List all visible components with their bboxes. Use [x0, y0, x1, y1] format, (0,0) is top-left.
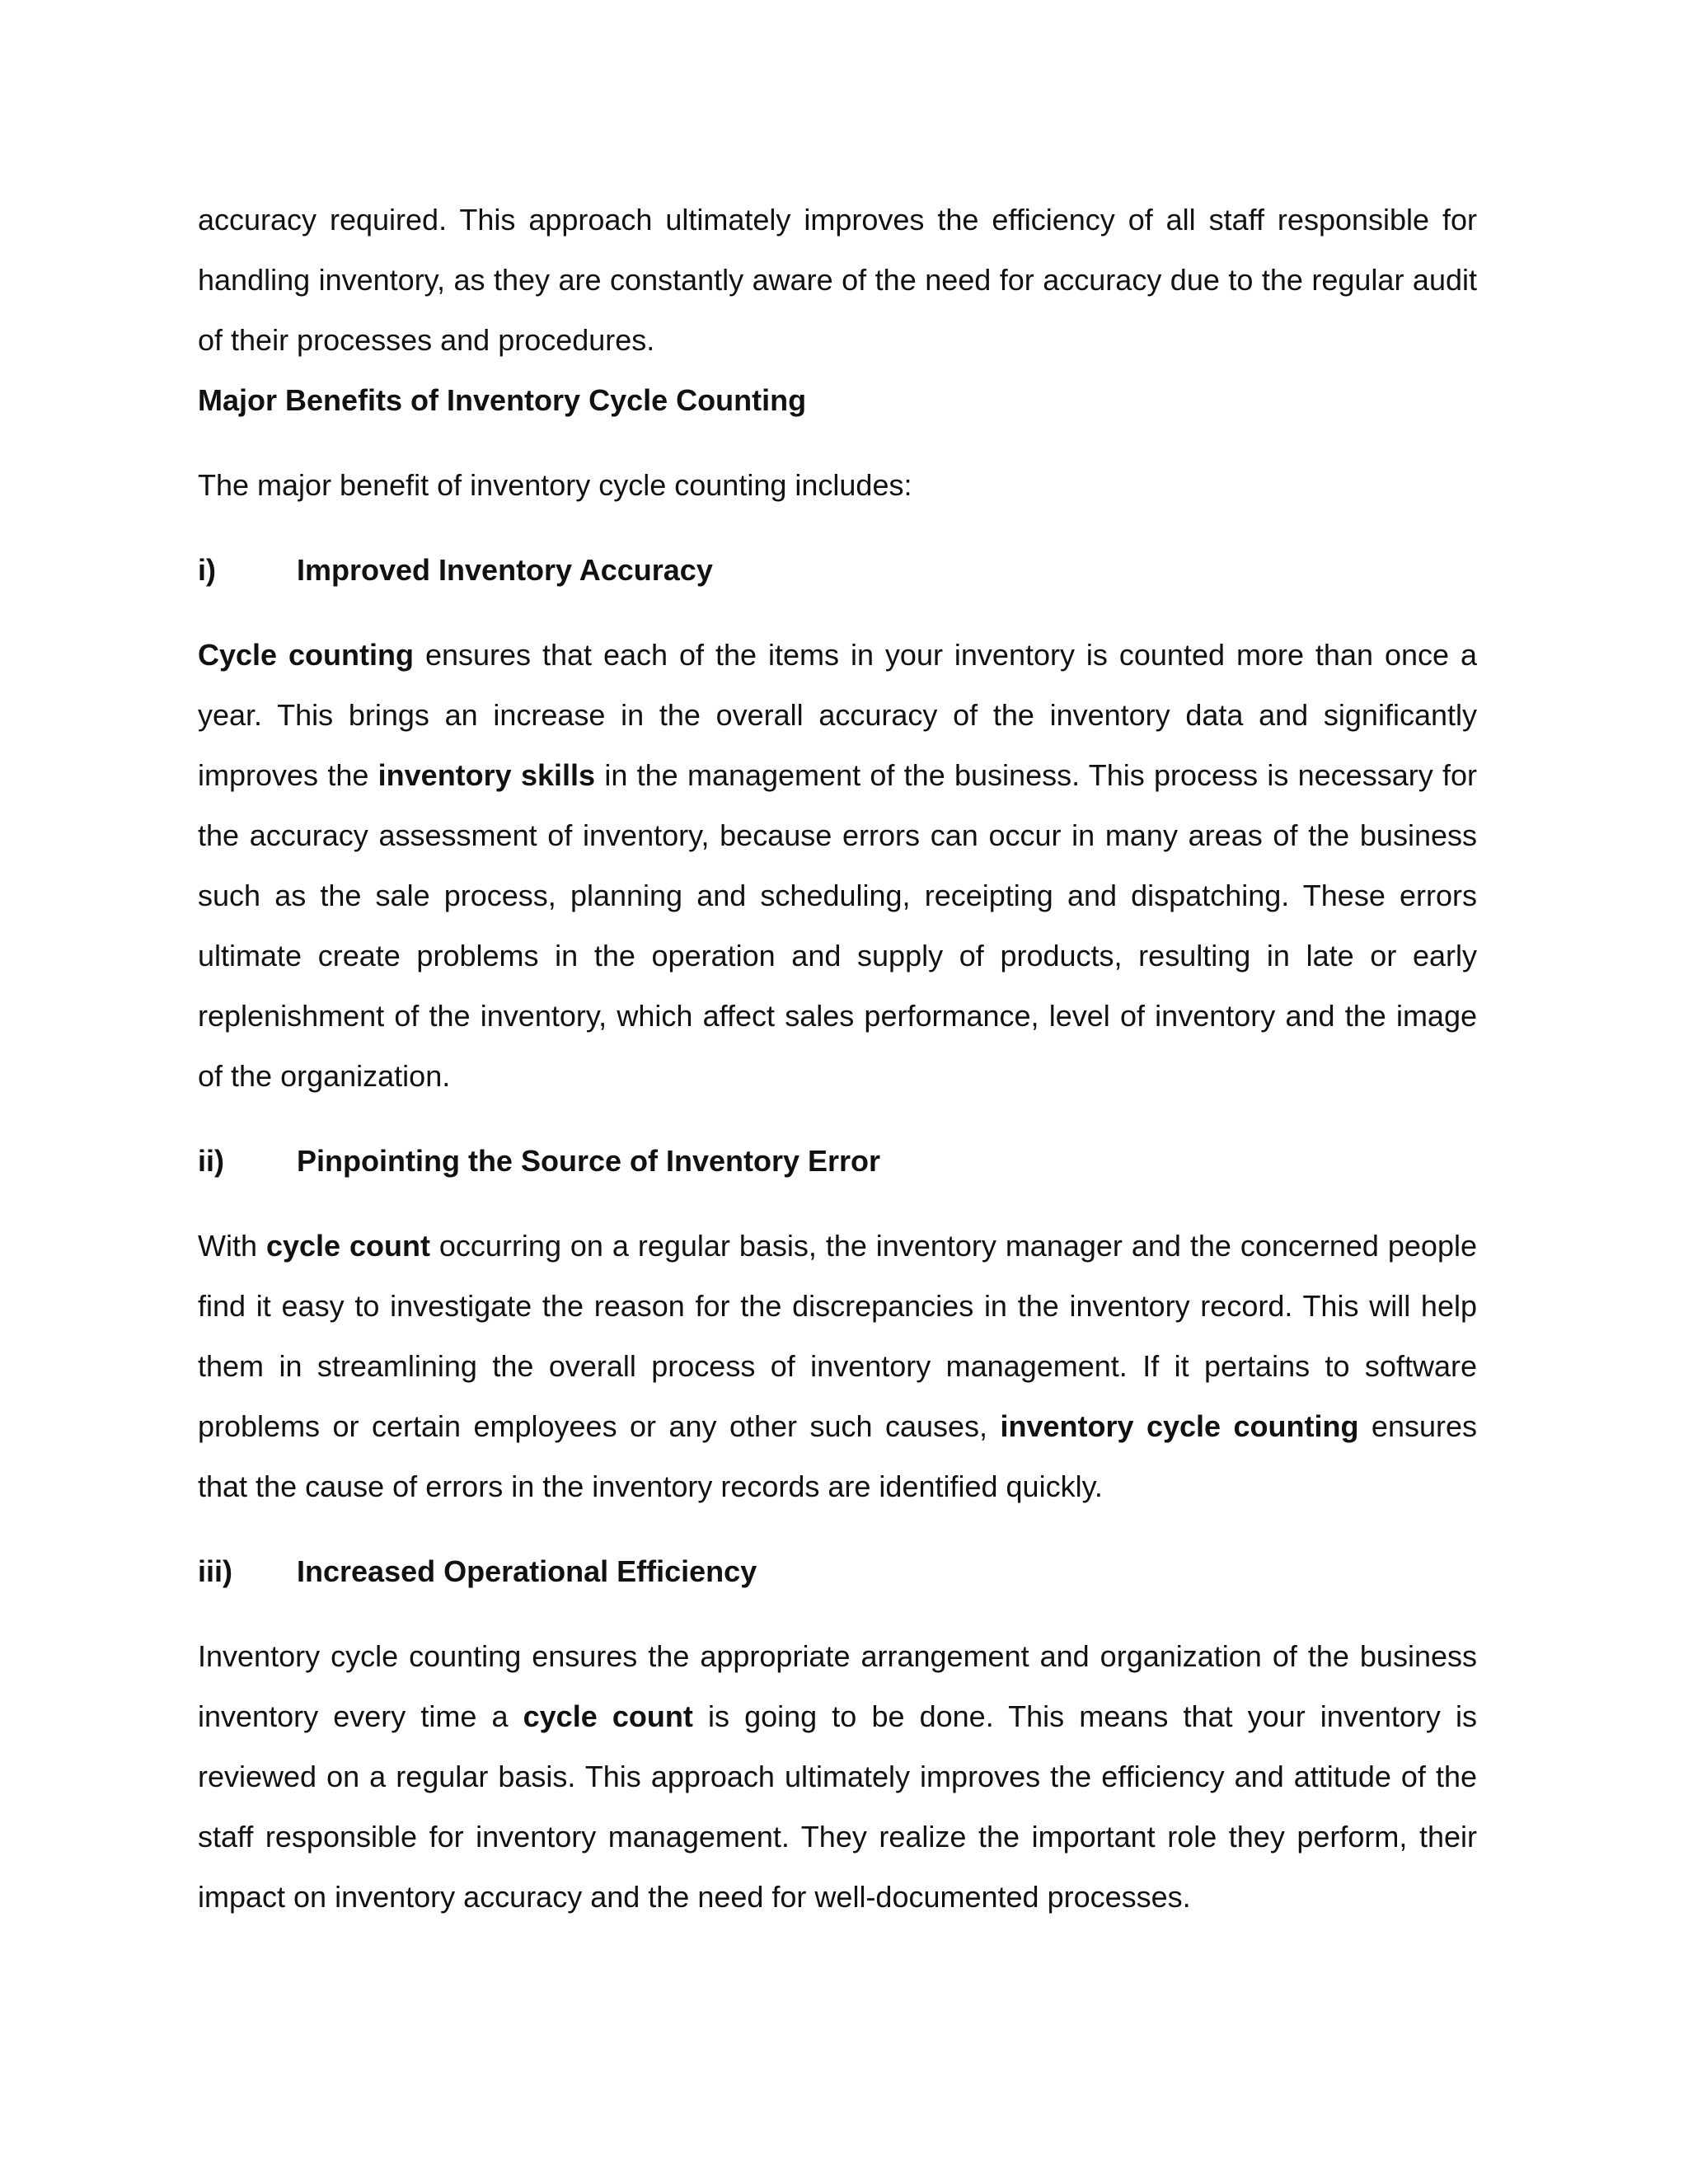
item-heading-2 [198, 1131, 1477, 1191]
item-paragraph-3 [198, 1626, 1477, 1927]
item-paragraph-1 [198, 625, 1477, 1106]
paragraph-text: Inventory cycle counting ensures the appropriate arrangement and organization of the business inventory every time a [198, 1639, 1477, 1733]
item-number-1: i) [198, 553, 216, 587]
section-heading: Major Benefits of Inventory Cycle Counting [198, 383, 807, 417]
section-intro: The major benefit of inventory cycle counting includes: [198, 468, 912, 502]
item-title-3: Increased Operational Efficiency [297, 1554, 757, 1588]
paragraph-text: is going to be done. This means that your inventory is reviewed on a regular basis. This approach ultimately improves the efficiency and attitude of the staff responsible for inventory management. They realize the important role they perform, their impact on inventory accuracy and the need for well-documented processes. [198, 1699, 1477, 1914]
item-number-2: ii) [198, 1144, 224, 1178]
item-paragraph-2 [198, 1216, 1477, 1516]
paragraph-text: ensures that the cause of errors in the inventory records are identified quickly. [198, 1409, 1478, 1503]
item-title-2: Pinpointing the Source of Inventory Error [297, 1144, 881, 1178]
paragraph-text: With [198, 1229, 266, 1263]
item-title-1: Improved Inventory Accuracy [297, 553, 713, 587]
bold-term: Cycle counting [198, 638, 414, 672]
paragraph-text: ensures that each of the items in your inventory is counted more than once a year. This brings an increase in the overall accuracy of the inventory data and significantly improves the [198, 638, 1477, 792]
bold-term: cycle count [523, 1699, 693, 1733]
bold-term: inventory skills [377, 758, 596, 792]
item-number-3: iii) [198, 1554, 232, 1588]
paragraph-text: in the management of the business. This process is necessary for the accuracy assessment of inventory, because errors can occur in many areas of the business such as the sale process, planning and scheduling, receipting and dispatching. These errors ultimate create problems in the operation and supply of products, resulting in late or early replenishment of the inventory, which affect sales performance, level of inventory and the image of the organization. [198, 758, 1477, 1093]
paragraph-text: occurring on a regular basis, the inventory manager and the concerned people find it easy to investigate the reason for the discrepancies in the inventory record. This will help them in streamlining the overall process of inventory management. If it pertains to software problems or certain employees or any other such causes, [198, 1229, 1477, 1443]
bold-term: cycle count [265, 1229, 430, 1263]
document-page [198, 190, 1477, 1927]
bold-term: inventory cycle counting [1000, 1409, 1359, 1443]
intro-paragraph: accuracy required. This approach ultimately improves the efficiency of all staff responsible for handling inventory, as they are constantly aware of the need for accuracy due to the regular audit of their processes and procedures. [198, 203, 1477, 357]
item-heading-3 [198, 1541, 1477, 1601]
item-heading-1 [198, 540, 1477, 600]
